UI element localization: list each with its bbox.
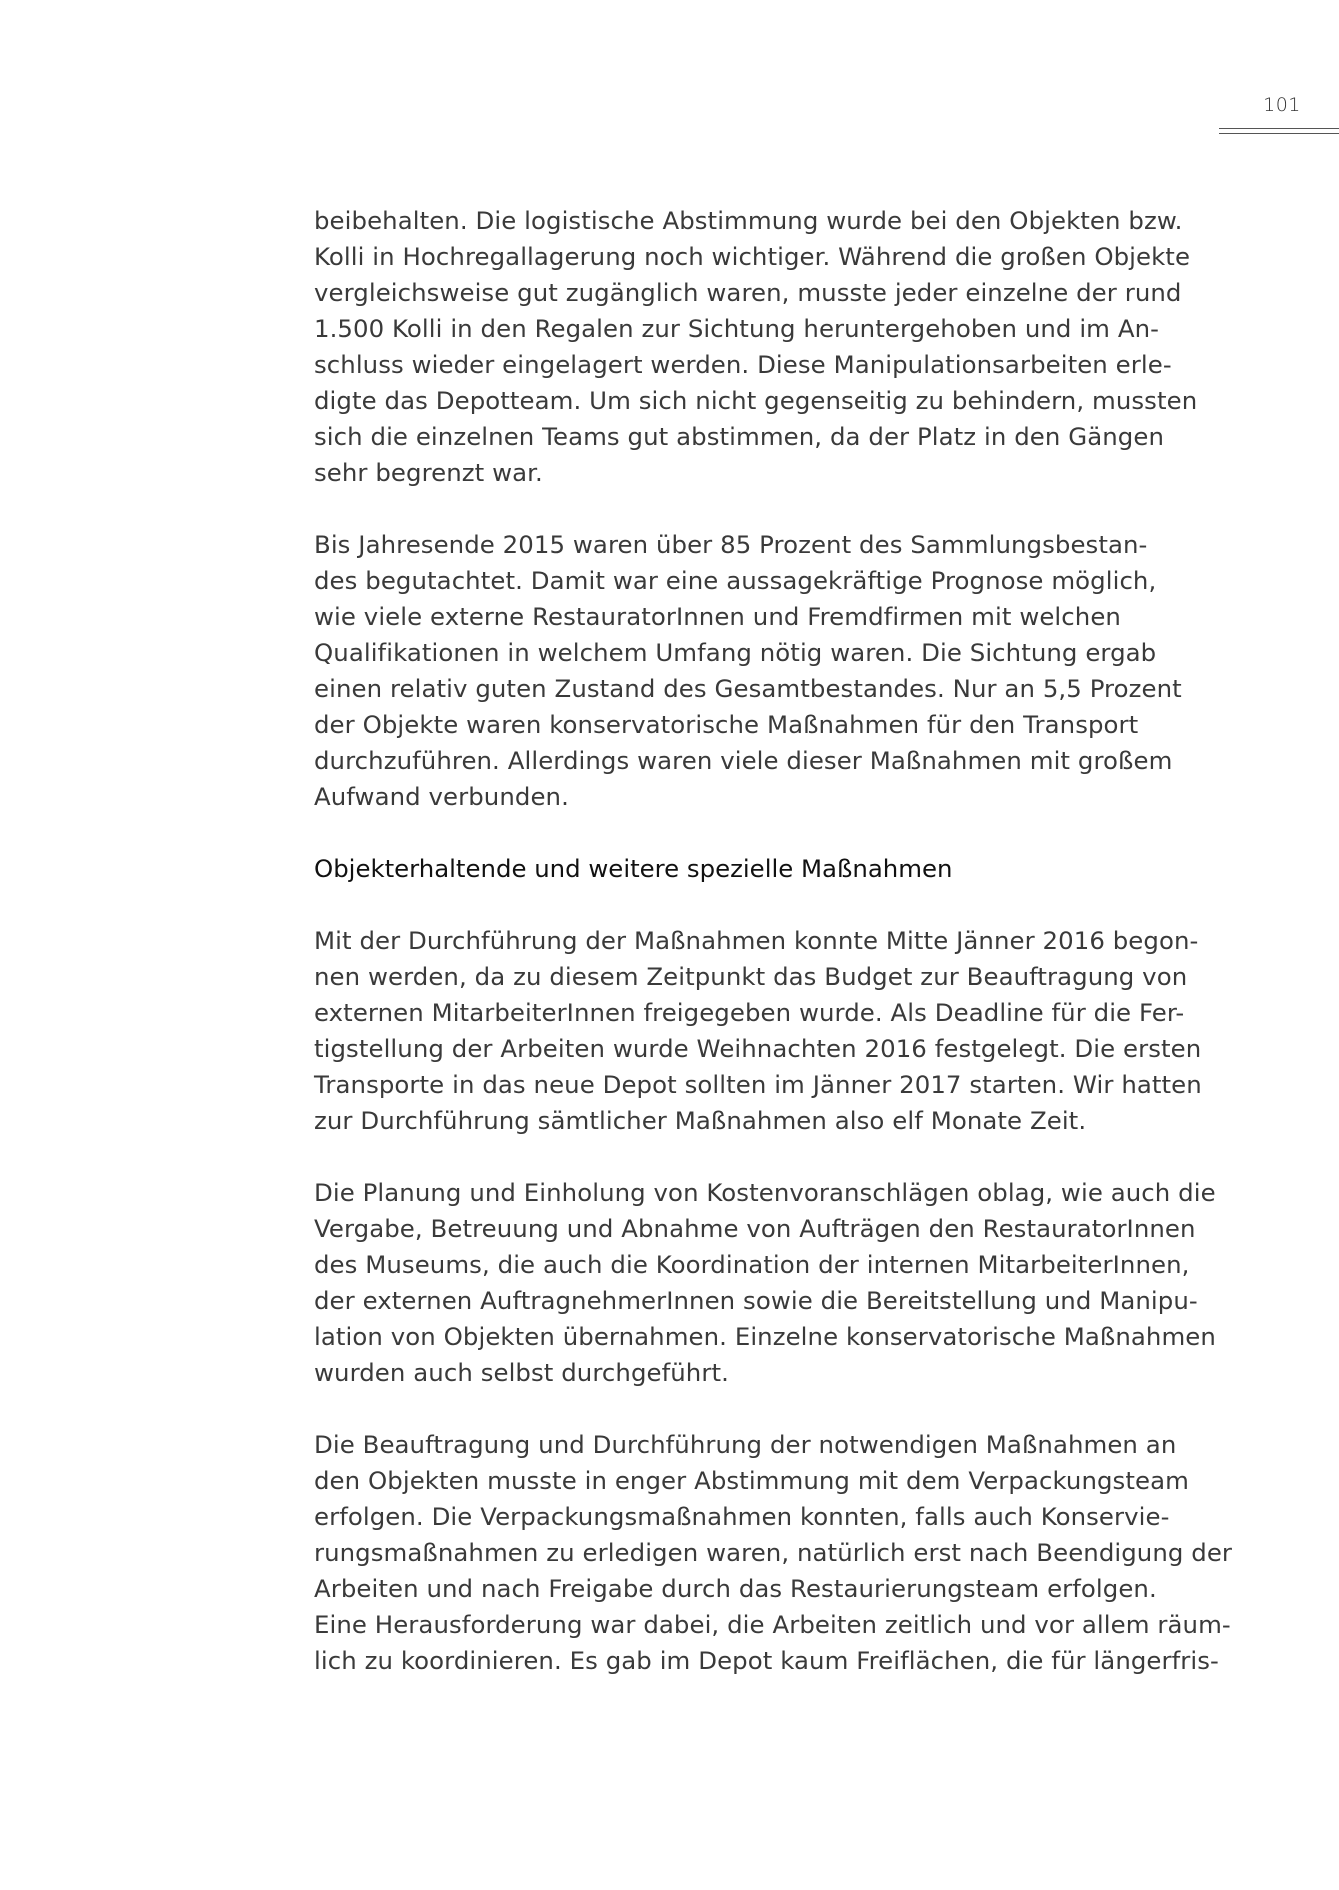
text-line: des Museums, die auch die Koordination der internen MitarbeiterInnen, [314, 1250, 1190, 1279]
body-text [314, 203, 1233, 1679]
text-line: Transporte in das neue Depot sollten im Jänner 2017 starten. Wir hatten [314, 1070, 1202, 1099]
text-line: erfolgen. Die Verpackungsmaßnahmen konnten, falls auch Konservie- [314, 1502, 1170, 1531]
section-heading: Objekterhaltende und weitere spezielle Maßnahmen [314, 854, 953, 883]
text-line: Bis Jahresende 2015 waren über 85 Prozent des Sammlungsbestan- [314, 530, 1148, 559]
text-line: des begutachtet. Damit war eine aussagekräftige Prognose möglich, [314, 566, 1157, 595]
text-line: nen werden, da zu diesem Zeitpunkt das Budget zur Beauftragung von [314, 962, 1188, 991]
paragraph-5 [314, 1427, 1233, 1679]
paragraph-3 [314, 923, 1202, 1139]
text-line: vergleichsweise gut zugänglich waren, musste jeder einzelne der rund [314, 278, 1182, 307]
text-line: zur Durchführung sämtlicher Maßnahmen also elf Monate Zeit. [314, 1106, 1087, 1135]
text-line: Aufwand verbunden. [314, 782, 569, 811]
text-line: 1.500 Kolli in den Regalen zur Sichtung heruntergehoben und im An- [314, 314, 1160, 343]
text-line: rungsmaßnahmen zu erledigen waren, natürlich erst nach Beendigung der [314, 1538, 1233, 1567]
paragraph-4 [314, 1175, 1216, 1391]
text-line: der externen AuftragnehmerInnen sowie die Bereitstellung und Manipu- [314, 1286, 1198, 1315]
text-line: der Objekte waren konservatorische Maßnahmen für den Transport [314, 710, 1139, 739]
paragraph-1 [314, 203, 1198, 491]
text-line: digte das Depotteam. Um sich nicht gegenseitig zu behindern, mussten [314, 386, 1198, 415]
text-line: wurden auch selbst durchgeführt. [314, 1358, 729, 1387]
text-line: Kolli in Hochregallagerung noch wichtiger. Während die großen Objekte [314, 242, 1191, 271]
text-line: Vergabe, Betreuung und Abnahme von Aufträgen den RestauratorInnen [314, 1214, 1196, 1243]
text-line: Eine Herausforderung war dabei, die Arbeiten zeitlich und vor allem räum- [314, 1610, 1231, 1639]
text-line: den Objekten musste in enger Abstimmung mit dem Verpackungsteam [314, 1466, 1189, 1495]
text-line: schluss wieder eingelagert werden. Diese Manipulationsarbeiten erle- [314, 350, 1172, 379]
text-line: tigstellung der Arbeiten wurde Weihnachten 2016 festgelegt. Die ersten [314, 1034, 1202, 1063]
text-line: beibehalten. Die logistische Abstimmung wurde bei den Objekten bzw. [314, 206, 1183, 235]
text-line: Mit der Durchführung der Maßnahmen konnte Mitte Jänner 2016 begon- [314, 926, 1199, 955]
text-line: sich die einzelnen Teams gut abstimmen, da der Platz in den Gängen [314, 422, 1164, 451]
text-line: externen MitarbeiterInnen freigegeben wurde. Als Deadline für die Fer- [314, 998, 1185, 1027]
text-line: wie viele externe RestauratorInnen und Fremdfirmen mit welchen [314, 602, 1121, 631]
header-rule-bottom [1219, 133, 1339, 134]
text-line: Qualifikationen in welchem Umfang nötig waren. Die Sichtung ergab [314, 638, 1157, 667]
text-line: lation von Objekten übernahmen. Einzelne konservatorische Maßnahmen [314, 1322, 1216, 1351]
text-line: Arbeiten und nach Freigabe durch das Restaurierungsteam erfolgen. [314, 1574, 1157, 1603]
text-line: einen relativ guten Zustand des Gesamtbestandes. Nur an 5,5 Prozent [314, 674, 1182, 703]
text-line: Die Planung und Einholung von Kostenvoranschlägen oblag, wie auch die [314, 1178, 1216, 1207]
text-line: lich zu koordinieren. Es gab im Depot kaum Freiflächen, die für längerfris- [314, 1646, 1219, 1675]
text-line: durchzuführen. Allerdings waren viele dieser Maßnahmen mit großem [314, 746, 1173, 775]
paragraph-2 [314, 527, 1194, 815]
header-rule-top [1219, 128, 1339, 129]
text-line: Die Beauftragung und Durchführung der notwendigen Maßnahmen an [314, 1430, 1177, 1459]
text-line: sehr begrenzt war. [314, 458, 543, 487]
page-number: 101 [1263, 94, 1301, 116]
